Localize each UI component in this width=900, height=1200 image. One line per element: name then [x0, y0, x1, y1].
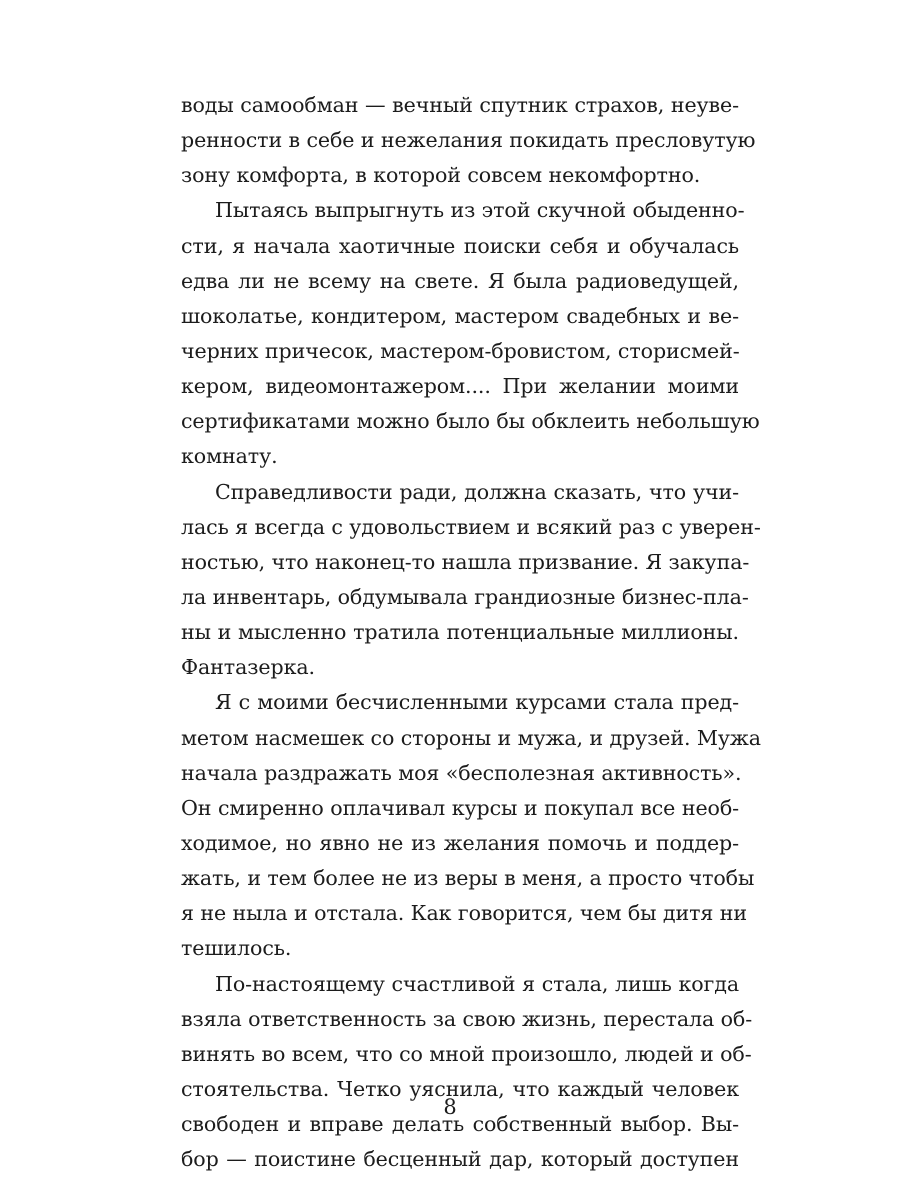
text-line: сертификатами можно было бы обклеить небольшую — [181, 409, 760, 434]
text-line: лась я всегда с удовольствием и всякий раз с уверен- — [181, 514, 761, 539]
text-line: шоколатье, кондитером, мастером свадебных и ве- — [181, 303, 739, 328]
text-line: воды самообман — вечный спутник страхов, неуве- — [181, 93, 739, 117]
text-line: ла инвентарь, обдумывала грандиозные бизнес-пла- — [181, 584, 749, 609]
text-line: Он смиренно оплачивал курсы и покупал все необ- — [181, 795, 739, 820]
text-line: стоятельства. Четко уяснила, что каждый человек — [181, 1076, 739, 1101]
text-line: метом насмешек со стороны и мужа, и друзей. Мужа — [181, 725, 761, 750]
text-line: ренности в себе и нежелания покидать пресловутую — [181, 128, 756, 153]
text-line: ходимое, но явно не из желания помочь и поддер- — [181, 830, 739, 855]
text-line: черних причесок, мастером-бровистом, сторисмей- — [181, 338, 740, 363]
text-line: Пытаясь выпрыгнуть из этой скучной обыденно- — [215, 198, 745, 223]
text-line: комнату. — [181, 444, 278, 469]
text-line: сти, я начала хаотичные поиски себя и обучалась — [181, 233, 739, 258]
text-line: бор — поистине бесценный дар, который доступен — [181, 1147, 739, 1172]
text-line: зону комфорта, в которой совсем некомфортно. — [181, 163, 701, 188]
text-line: тешилось. — [181, 936, 292, 961]
text-line: По-настоящему счастливой я стала, лишь когда — [215, 971, 739, 996]
text-line: я не ныла и отстала. Как говорится, чем бы дитя ни — [181, 901, 747, 926]
body-text — [181, 88, 761, 1177]
text-line: кером, видеомонтажером.... При желании моими — [181, 374, 739, 399]
text-line: Фантазерка. — [181, 655, 315, 680]
text-line: Я с моими бесчисленными курсами стала пред- — [215, 690, 739, 715]
text-line: едва ли не всему на свете. Я была радиоведущей, — [181, 268, 739, 293]
text-line: начала раздражать моя «бесполезная активность». — [181, 760, 742, 785]
text-line: свободен и вправе делать собственный выбор. Вы- — [181, 1112, 739, 1137]
text-line: ностью, что наконец-то нашла призвание. Я закупа- — [181, 549, 750, 574]
text-line: винять во всем, что со мной произошло, людей и об- — [181, 1041, 752, 1066]
text-line: жать, и тем более не из веры в меня, а просто чтобы — [181, 866, 755, 891]
page-number: 8 — [443, 1095, 457, 1119]
text-line: Справедливости ради, должна сказать, что учи- — [215, 479, 739, 504]
text-line: взяла ответственность за свою жизнь, перестала об- — [181, 1006, 753, 1031]
text-line: ны и мысленно тратила потенциальные миллионы. — [181, 620, 739, 645]
